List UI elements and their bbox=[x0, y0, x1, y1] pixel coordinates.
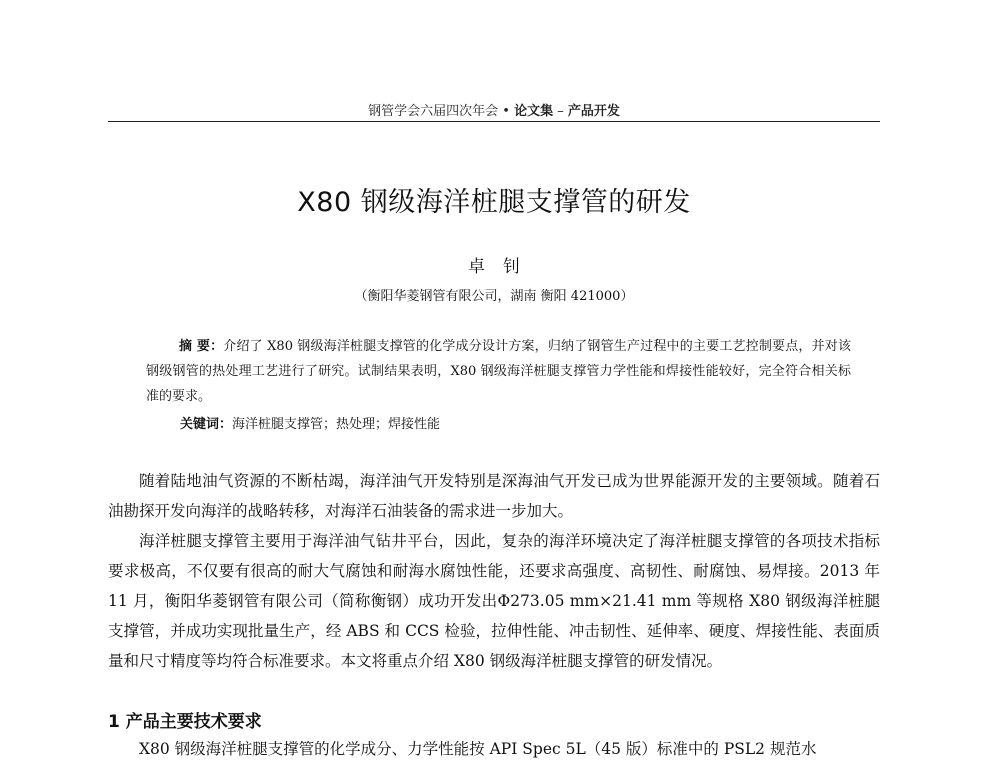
keywords-text: 海洋桩腿支撑管；热处理；焊接性能 bbox=[232, 417, 441, 432]
section-paragraph: X80 钢级海洋桩腿支撑管的化学成分、力学性能按 API Spec 5L（45 版）标准中的 PSL2 规范水 bbox=[139, 740, 817, 758]
header-separator: • bbox=[502, 104, 510, 119]
body-text bbox=[108, 466, 880, 676]
abstract bbox=[146, 334, 851, 409]
abstract-label: 摘 要： bbox=[179, 339, 224, 354]
header-journal: 钢管学会六届四次年会 bbox=[368, 104, 499, 119]
header-section: 产品开发 bbox=[567, 104, 620, 119]
header-collection: 论文集 bbox=[514, 104, 554, 119]
keywords-label: 关键词： bbox=[180, 417, 233, 432]
body-paragraph-2: 海洋桩腿支撑管主要用于海洋油气钻井平台，因此，复杂的海洋环境决定了海洋桩腿支撑管的各项技术指标要求极高，不仅要有很高的耐大气腐蚀和耐海水腐蚀性能，还要求高强度、高韧性、耐腐蚀、易焊接。2013 年 11 月，衡阳华菱钢管有限公司（简称衡钢）成功开发出Φ273.05 mm×21.41 mm 等规格 X80 钢级海洋桩腿支撑管，并成功实现批量生产，经 ABS 和 CCS 检验，拉伸性能、冲击韧性、延伸率、硬度、焊接性能、表面质量和尺寸精度等均符合标准要求。本文将重点介绍 X80 钢级海洋桩腿支撑管的研发情况。 bbox=[108, 532, 880, 670]
paper-author: 卓钊 bbox=[468, 257, 538, 277]
keywords bbox=[180, 412, 851, 437]
section-heading: 1 产品主要技术要求 bbox=[108, 712, 262, 732]
running-header bbox=[108, 100, 880, 119]
body-paragraph-1: 随着陆地油气资源的不断枯竭，海洋油气开发特别是深海油气开发已成为世界能源开发的主要领域。随着石油勘探开发向海洋的战略转移，对海洋石油装备的需求进一步加大。 bbox=[108, 472, 880, 520]
paper-title: X80 钢级海洋桩腿支撑管的研发 bbox=[297, 187, 691, 218]
header-rule bbox=[108, 121, 880, 122]
header-dash: – bbox=[557, 104, 564, 119]
paper-affiliation: （衡阳华菱钢管有限公司，湖南 衡阳 421000） bbox=[354, 289, 634, 304]
abstract-text: 介绍了 X80 钢级海洋桩腿支撑管的化学成分设计方案，归纳了钢管生产过程中的主要工艺控制要点，并对该钢级钢管的热处理工艺进行了研究。试制结果表明，X80 钢级海洋桩腿支撑管力学性能和焊接性能较好，完全符合相关标准的要求。 bbox=[146, 339, 851, 404]
